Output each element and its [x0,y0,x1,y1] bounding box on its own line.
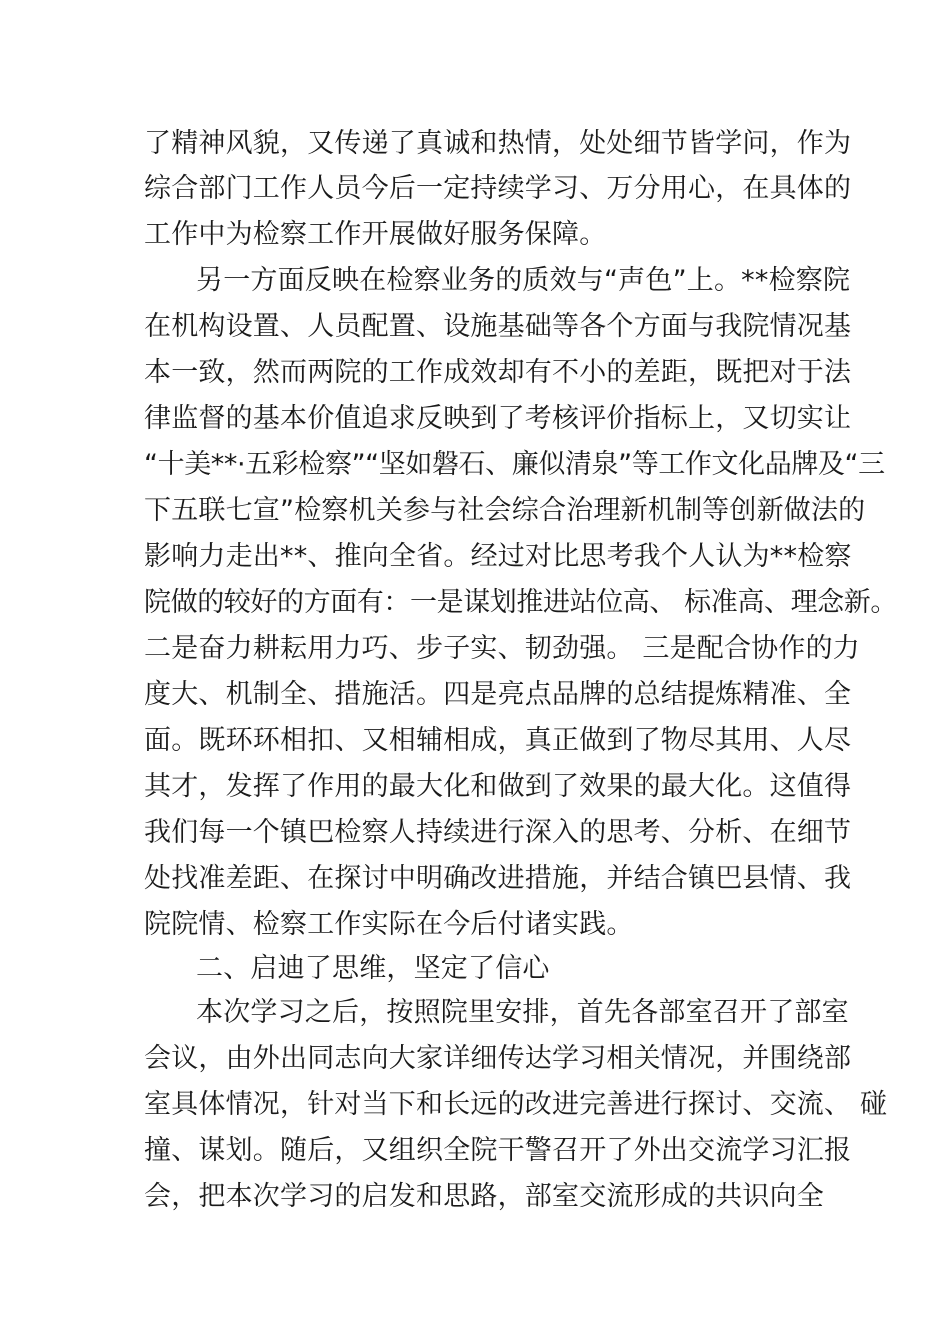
text-line: 撞、谋划。随后，又组织全院干警召开了外出交流学习汇报 [144,1135,852,1166]
paragraph-start-line: 本次学习之后，按照院里安排，首先各部室召开了部室 [196,997,849,1028]
text-line: 二是奋力耕耘用力巧、步子实、韧劲强。 三是配合协作的力 [144,633,860,664]
text-line: 院院情、检察工作实际在今后付诸实践。 [144,909,634,940]
text-line: 度大、机制全、措施活。四是亮点品牌的总结提炼精准、全 [144,679,852,710]
text-line: “十美**·五彩检察”“坚如磐石、廉似清泉”等工作文化品牌及“三 [144,449,885,480]
paragraph-start-line: 另一方面反映在检察业务的质效与“声色”上。**检察院 [196,265,851,296]
text-line: 在机构设置、人员配置、设施基础等各个方面与我院情况基 [144,311,852,342]
text-line: 会议，由外出同志向大家详细传达学习相关情况，并围绕部 [144,1043,852,1074]
text-line: 综合部门工作人员今后一定持续学习、万分用心，在具体的 [144,173,852,204]
text-line: 本一致，然而两院的工作成效却有不小的差距，既把对于法 [144,357,852,388]
text-line: 会，把本次学习的启发和思路，部室交流形成的共识向全 [144,1181,824,1212]
text-line: 了精神风貌，又传递了真诚和热情，处处细节皆学问，作为 [144,128,852,159]
text-line: 处找准差距、在探讨中明确改进措施，并结合镇巴县情、我 [144,863,852,894]
text-line: 面。既环环相扣、又相辅相成，真正做到了物尽其用、人尽 [144,725,852,756]
text-line: 影响力走出**、推向全省。经过对比思考我个人认为**检察 [144,541,852,572]
text-line: 工作中为检察工作开展做好服务保障。 [144,219,607,250]
text-line: 下五联七宣”检察机关参与社会综合治理新机制等创新做法的 [144,495,866,526]
section-heading: 二、启迪了思维，坚定了信心 [196,953,550,984]
text-line: 院做的较好的方面有：一是谋划推进站位高、 标准高、理念新。 [144,587,897,618]
text-line: 律监督的基本价值追求反映到了考核评价指标上，又切实让 [144,403,852,434]
text-line: 其才，发挥了作用的最大化和做到了效果的最大化。这值得 [144,771,852,802]
text-line: 室具体情况，针对当下和长远的改进完善进行探讨、交流、 碰 [144,1089,888,1120]
text-line: 我们每一个镇巴检察人持续进行深入的思考、分析、在细节 [144,817,852,848]
